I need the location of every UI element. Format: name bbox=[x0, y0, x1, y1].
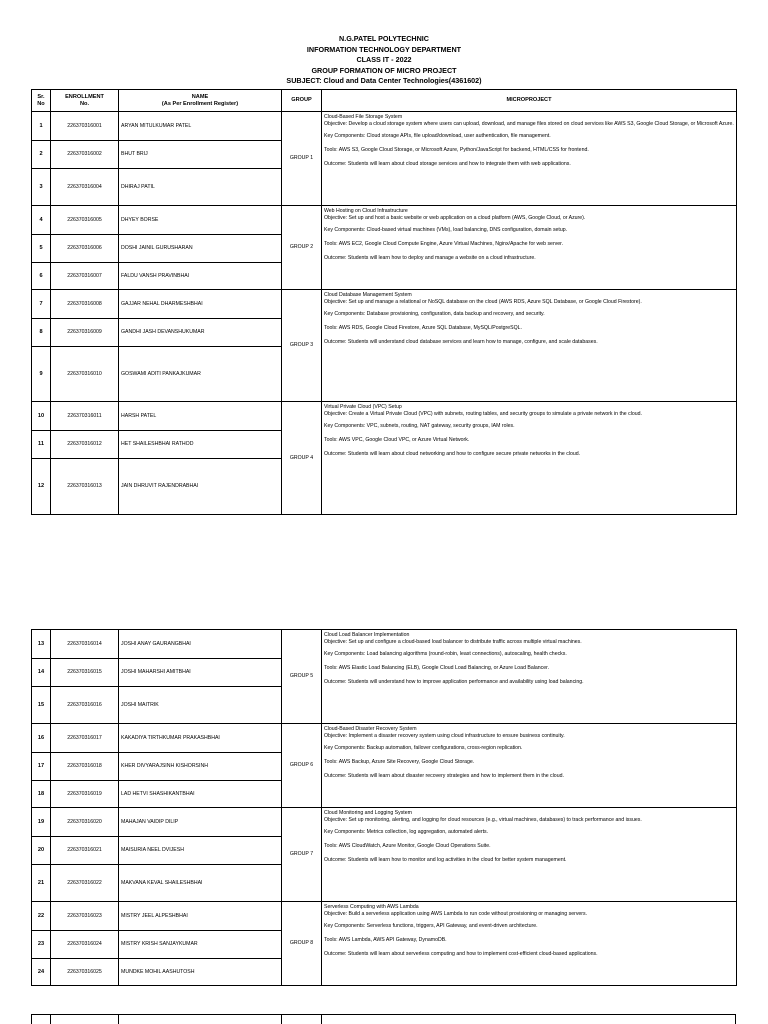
student-name-cell: MAISURIA NEEL DVIJESH bbox=[119, 837, 282, 865]
col-enrollment: ENROLLMENT No. bbox=[51, 90, 119, 112]
col-sr-no: Sr. No bbox=[32, 90, 51, 112]
enrollment-cell: 226370316007 bbox=[51, 263, 119, 290]
col-group: GROUP bbox=[282, 90, 322, 112]
project-title: Web Hosting on Cloud Infrastructure bbox=[324, 208, 408, 214]
project-tools: Tools: AWS Backup, Azure Site Recovery, Google Cloud Storage. bbox=[324, 759, 475, 765]
student-name-cell: MISTRY KRISH SANJAYKUMAR bbox=[119, 931, 282, 959]
sr-no-cell: 11 bbox=[32, 431, 51, 459]
project-tools: Tools: AWS RDS, Google Cloud Firestore, Azure SQL Database, MySQL/PostgreSQL. bbox=[324, 325, 522, 331]
enrollment-cell: 226370316011 bbox=[51, 402, 119, 431]
enrollment-cell: 226370316018 bbox=[51, 753, 119, 781]
student-name-cell: JOSHI MAITRIK bbox=[119, 687, 282, 724]
sr-no-cell: 13 bbox=[32, 630, 51, 659]
sr-no-cell: 20 bbox=[32, 837, 51, 865]
enrollment-cell: 226370316005 bbox=[51, 206, 119, 235]
next-page-table-edge bbox=[31, 1014, 736, 1024]
project-outcome: Outcome: Students will learn about disaster recovery strategies and how to implement them in the cloud. bbox=[324, 773, 564, 779]
project-outcome: Outcome: Students will learn about serverless computing and how to implement cost-efficient cloud-based applications. bbox=[324, 951, 598, 957]
project-outcome: Outcome: Students will learn how to deploy and manage a website on a cloud infrastructure. bbox=[324, 255, 536, 261]
enrollment-cell: 226370316023 bbox=[51, 902, 119, 931]
project-tools: Tools: AWS S3, Google Cloud Storage, or Microsoft Azure, Python/JavaScript for backend, HTML/CSS for frontend. bbox=[324, 147, 589, 153]
student-name-cell: DHYEY BORSE bbox=[119, 206, 282, 235]
sr-no-cell: 19 bbox=[32, 808, 51, 837]
group-cell: GROUP 2 bbox=[282, 206, 322, 290]
enrollment-cell: 226370316017 bbox=[51, 724, 119, 753]
project-key-components: Key Components: Cloud storage APIs, file upload/download, user authentication, file management. bbox=[324, 133, 551, 139]
enrollment-cell: 226370316009 bbox=[51, 319, 119, 347]
sr-no-cell: 6 bbox=[32, 263, 51, 290]
project-key-components: Key Components: Metrics collection, log aggregation, automated alerts. bbox=[324, 829, 489, 835]
table-row bbox=[32, 724, 737, 753]
group-cell: GROUP 7 bbox=[282, 808, 322, 902]
group-table-page-2 bbox=[31, 629, 737, 986]
project-tools: Tools: AWS Lambda, AWS API Gateway, DynamoDB. bbox=[324, 937, 447, 943]
project-tools: Tools: AWS EC2, Google Cloud Compute Engine, Azure Virtual Machines, Nginx/Apache for web server. bbox=[324, 241, 564, 247]
enrollment-cell: 226370316010 bbox=[51, 347, 119, 402]
enrollment-cell: 226370316016 bbox=[51, 687, 119, 724]
col-name: NAME (As Per Enrollment Register) bbox=[119, 90, 282, 112]
sr-no-cell: 4 bbox=[32, 206, 51, 235]
student-name-cell: DHIRAJ PATIL bbox=[119, 169, 282, 206]
microproject-cell bbox=[322, 630, 737, 724]
project-key-components: Key Components: VPC, subnets, routing, NAT gateway, security groups, IAM roles. bbox=[324, 423, 515, 429]
project-key-components: Key Components: Serverless functions, triggers, API Gateway, and event-driven architecture. bbox=[324, 923, 538, 929]
enrollment-cell: 226370316024 bbox=[51, 931, 119, 959]
student-name-cell: HARSH PATEL bbox=[119, 402, 282, 431]
enrollment-cell: 226370316014 bbox=[51, 630, 119, 659]
sr-no-cell: 22 bbox=[32, 902, 51, 931]
project-key-components: Key Components: Cloud-based virtual machines (VMs), load balancing, DNS configuration, domain setup. bbox=[324, 227, 568, 233]
college-name: N.G.PATEL POLYTECHNIC bbox=[339, 34, 429, 43]
sr-no-cell: 21 bbox=[32, 865, 51, 902]
sr-no-cell: 1 bbox=[32, 112, 51, 141]
sr-no-cell: 14 bbox=[32, 659, 51, 687]
project-outcome: Outcome: Students will learn about cloud networking and how to configure secure private networks in the cloud. bbox=[324, 451, 581, 457]
student-name-cell: GANDHI JASH DEVANSHUKUMAR bbox=[119, 319, 282, 347]
enrollment-cell: 226370316013 bbox=[51, 459, 119, 515]
student-name-cell: JOSHI MAHARSHI AMITBHAI bbox=[119, 659, 282, 687]
sr-no-cell: 24 bbox=[32, 959, 51, 986]
enrollment-cell: 226370316025 bbox=[51, 959, 119, 986]
project-outcome: Outcome: Students will understand how to improve application performance and availability using load balancing. bbox=[324, 679, 584, 685]
project-title: Cloud Database Management System bbox=[324, 292, 412, 298]
sr-no-cell: 3 bbox=[32, 169, 51, 206]
project-objective: Objective: Implement a disaster recovery system using cloud infrastructure to ensure business continuity. bbox=[324, 733, 565, 739]
group-cell: GROUP 6 bbox=[282, 724, 322, 808]
microproject-cell bbox=[322, 402, 737, 515]
group-cell: GROUP 4 bbox=[282, 402, 322, 515]
project-objective: Objective: Set up and host a basic website or web application on a cloud platform (AWS, Google Cloud, or Azure). bbox=[324, 215, 586, 221]
student-name-cell: BHUT BRIJ bbox=[119, 141, 282, 169]
student-name-cell: JAIN DHRUVIT RAJENDRABHAI bbox=[119, 459, 282, 515]
enrollment-cell: 226370316004 bbox=[51, 169, 119, 206]
project-objective: Objective: Set up and manage a relational or NoSQL database on the cloud (AWS RDS, Azure SQL Database, or Google Cloud Firestore). bbox=[324, 299, 642, 305]
microproject-cell bbox=[322, 112, 737, 206]
student-name-cell: JOSHI ANAY GAURANGBHAI bbox=[119, 630, 282, 659]
table-row bbox=[32, 402, 737, 431]
project-tools: Tools: AWS Elastic Load Balancing (ELB), Google Cloud Load Balancing, or Azure Load Balancer. bbox=[324, 665, 550, 671]
student-name-cell: MUNDKE MOHIL AASHUTOSH bbox=[119, 959, 282, 986]
student-name-cell: LAD HETVI SHASHIKANTBHAI bbox=[119, 781, 282, 808]
sr-no-cell: 18 bbox=[32, 781, 51, 808]
project-tools: Tools: AWS CloudWatch, Azure Monitor, Google Cloud Operations Suite. bbox=[324, 843, 491, 849]
student-name-cell: GOSWAMI ADITI PANKAJKUMAR bbox=[119, 347, 282, 402]
document-header bbox=[0, 34, 768, 87]
project-objective: Objective: Develop a cloud storage system where users can upload, download, and manage files stored on cloud services like AWS S3, Google Cloud Storage, or Microsoft Azure. bbox=[324, 121, 734, 127]
project-tools: Tools: AWS VPC, Google Cloud VPC, or Azure Virtual Network. bbox=[324, 437, 470, 443]
table-row bbox=[32, 902, 737, 931]
sr-no-cell: 16 bbox=[32, 724, 51, 753]
document-title: GROUP FORMATION OF MICRO PROJECT bbox=[311, 65, 457, 75]
table-row bbox=[32, 206, 737, 235]
sr-no-cell: 8 bbox=[32, 319, 51, 347]
enrollment-cell: 226370316020 bbox=[51, 808, 119, 837]
student-name-cell: FALDU VANSH PRAVINBHAI bbox=[119, 263, 282, 290]
table-row bbox=[32, 808, 737, 837]
table-row bbox=[32, 290, 737, 319]
col-microproject: MICROPROJECT bbox=[322, 90, 737, 112]
sr-no-cell: 9 bbox=[32, 347, 51, 402]
enrollment-cell: 226370316001 bbox=[51, 112, 119, 141]
sr-no-cell: 2 bbox=[32, 141, 51, 169]
student-name-cell: DOSHI JAINIL GURUSHARAN bbox=[119, 235, 282, 263]
student-name-cell: GAJJAR NEHAL DHARMESHBHAI bbox=[119, 290, 282, 319]
project-title: Cloud-Based Disaster Recovery System bbox=[324, 726, 417, 732]
project-outcome: Outcome: Students will learn about cloud storage services and how to integrate them with web applications. bbox=[324, 161, 571, 167]
sr-no-cell: 10 bbox=[32, 402, 51, 431]
group-cell: GROUP 1 bbox=[282, 112, 322, 206]
student-name-cell: MISTRY JEEL ALPESHBHAI bbox=[119, 902, 282, 931]
project-objective: Objective: Set up and configure a cloud-based load balancer to distribute traffic across multiple virtual machines. bbox=[324, 639, 582, 645]
table-header-row bbox=[32, 90, 737, 112]
department-name: INFORMATION TECHNOLOGY DEPARTMENT bbox=[306, 44, 462, 54]
student-name-cell: MAHAJAN VAIDIP DILIP bbox=[119, 808, 282, 837]
project-title: Cloud-Based File Storage System bbox=[324, 114, 403, 120]
student-name-cell: KAKADIYA TIRTHKUMAR PRAKASHBHAI bbox=[119, 724, 282, 753]
enrollment-cell: 226370316012 bbox=[51, 431, 119, 459]
microproject-cell bbox=[322, 808, 737, 902]
sr-no-cell: 12 bbox=[32, 459, 51, 515]
project-objective: Objective: Create a Virtual Private Cloud (VPC) with subnets, routing tables, and security groups to simulate a private network in the cloud. bbox=[324, 411, 642, 417]
group-cell: GROUP 8 bbox=[282, 902, 322, 986]
sr-no-cell: 7 bbox=[32, 290, 51, 319]
enrollment-cell: 226370316021 bbox=[51, 837, 119, 865]
project-title: Virtual Private Cloud (VPC) Setup bbox=[324, 404, 402, 410]
project-key-components: Key Components: Backup automation, failover configurations, cross-region replication. bbox=[324, 745, 523, 751]
subject-line: SUBJECT: Cloud and Data Center Technologies(4361602) bbox=[286, 76, 482, 86]
class-name: CLASS IT - 2022 bbox=[356, 55, 412, 65]
student-name-cell: ARYAN MITULKUMAR PATEL bbox=[119, 112, 282, 141]
sr-no-cell: 15 bbox=[32, 687, 51, 724]
project-key-components: Key Components: Database provisioning, configuration, data backup and recovery, and security. bbox=[324, 311, 545, 317]
project-outcome: Outcome: Students will learn how to monitor and log activities in the cloud for better system management. bbox=[324, 857, 567, 863]
enrollment-cell: 226370316006 bbox=[51, 235, 119, 263]
sr-no-cell: 17 bbox=[32, 753, 51, 781]
sr-no-cell: 5 bbox=[32, 235, 51, 263]
project-title: Cloud Load Balancer Implementation bbox=[324, 632, 410, 638]
enrollment-cell: 226370316002 bbox=[51, 141, 119, 169]
table-row bbox=[32, 112, 737, 141]
microproject-cell bbox=[322, 290, 737, 402]
student-name-cell: KHER DIVYARAJSINH KISHORSINH bbox=[119, 753, 282, 781]
project-objective: Objective: Set up monitoring, alerting, and logging for cloud resources (e.g., virtual machines, databases) to track performance and issues. bbox=[324, 817, 642, 823]
microproject-cell bbox=[322, 724, 737, 808]
group-table-page-1 bbox=[31, 89, 737, 515]
group-cell: GROUP 3 bbox=[282, 290, 322, 402]
student-name-cell: MAKVANA KEVAL SHAILESHBHAI bbox=[119, 865, 282, 902]
microproject-cell bbox=[322, 206, 737, 290]
table-row bbox=[32, 630, 737, 659]
project-title: Serverless Computing with AWS Lambda bbox=[324, 904, 419, 910]
microproject-cell bbox=[322, 902, 737, 986]
enrollment-cell: 226370316015 bbox=[51, 659, 119, 687]
group-cell: GROUP 5 bbox=[282, 630, 322, 724]
sr-no-cell: 23 bbox=[32, 931, 51, 959]
student-name-cell: HET SHAILESHBHAI RATHOD bbox=[119, 431, 282, 459]
project-outcome: Outcome: Students will understand cloud database services and learn how to manage, configure, and scale databases. bbox=[324, 339, 598, 345]
project-objective: Objective: Build a serverless application using AWS Lambda to run code without provisioning or managing servers. bbox=[324, 911, 588, 917]
enrollment-cell: 226370316022 bbox=[51, 865, 119, 902]
enrollment-cell: 226370316008 bbox=[51, 290, 119, 319]
enrollment-cell: 226370316019 bbox=[51, 781, 119, 808]
project-title: Cloud Monitoring and Logging System bbox=[324, 810, 412, 816]
project-key-components: Key Components: Load balancing algorithms (round-robin, least connections), autoscaling, health checks. bbox=[324, 651, 567, 657]
